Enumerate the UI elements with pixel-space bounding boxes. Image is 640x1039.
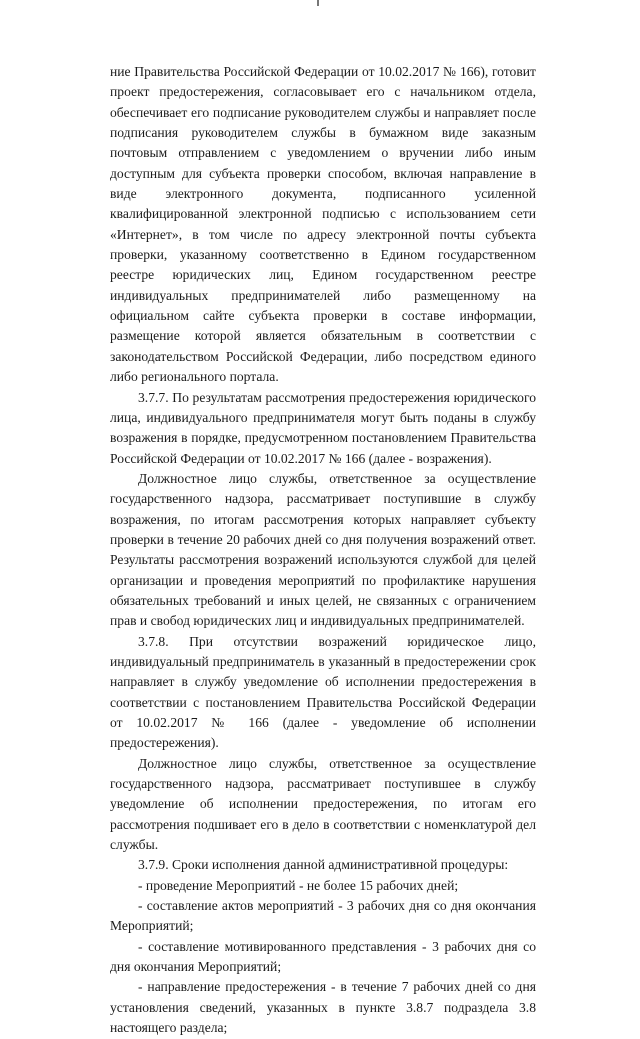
paragraph-continuation: ние Правительства Российской Федерации от 10.02.2017 № 166), готовит проект предостережения, согласовывает его с начальником отдела, обеспечивает его подписание руководителем службы и направляет после подписания руководителем службы в бумажном виде заказным почтовым отправлением с уведомлением о вручении либо иным доступным для субъекта проверки способом, включая направление в виде электронного документа, подписанного усиленной квалифицированной электронной подписью с использованием сети «Интернет», в том числе по адресу электронной почты субъекта проверки, указанному соответственно в Едином государственном реестре юридических лиц, Едином государственном реестре индивидуальных предпринимателей либо размещенному на официальном сайте субъекта проверки в составе информации, размещение которой является обязательным в соответствии с законодательством Российской Федерации, либо посредством единого либо регионального портала. xyxy=(110,64,536,385)
paragraph-objections-review: Должностное лицо службы, ответственное за осуществление государственного надзора, рассматривает поступившие в службу возражения, по итогам рассмотрения которых направляет субъекту проверки в течение 20 рабочих дней со дня получения возражений ответ. Результаты рассмотрения возражений используются службой для целей организации и проведения мероприятий по профилактике нарушения обязательных требований и иных целей, не связанных с ограничением прав и свобод юридических лиц и индивидуальных предпринимателей. xyxy=(110,470,536,629)
list-item-acts: - составление актов мероприятий - 3 рабочих дня со дня окончания Мероприятий; xyxy=(110,898,536,934)
list-item-events: - проведение Мероприятий - не более 15 рабочих дней; xyxy=(138,877,459,893)
paragraph-3-7-8: 3.7.8. При отсутствии возражений юридическое лицо, индивидуальный предприниматель в указанный в предостережении срок направляет в службу уведомление об исполнении предостережения в соответствии с постановлением Правительства Российской Федерации от 10.02.2017 № 166 (далее - уведомление об исполнении предостережения). xyxy=(110,633,536,751)
list-item-motivated-submission: - составление мотивированного представления - 3 рабочих дня со дня окончания Мероприятий; xyxy=(110,938,536,975)
list-item-warning-dispatch: - направление предостережения - в течение 7 рабочих дней со дня установления сведений, указанных в пункте 3.8.7 подраздела 3.8 настоящего раздела; xyxy=(110,979,536,1036)
paragraph-3-7-9: 3.7.9. Сроки исполнения данной административной процедуры: xyxy=(138,857,509,873)
paragraph-3-7-7: 3.7.7. По результатам рассмотрения предостережения юридического лица, индивидуального предпринимателя могут быть поданы в службу возражения в порядке, предусмотренном постановлением Правительства Российской Федерации от 10.02.2017 № 166 (далее - возражения). xyxy=(110,389,536,466)
scan-mark xyxy=(317,0,319,6)
document-body xyxy=(110,62,536,1039)
paragraph-notification-review: Должностное лицо службы, ответственное за осуществление государственного надзора, рассматривает поступившее в службу уведомление об исполнении предостережения, по итогам его рассмотрения подшивает его в дело в соответствии с номенклатурой дел службы. xyxy=(110,755,536,853)
